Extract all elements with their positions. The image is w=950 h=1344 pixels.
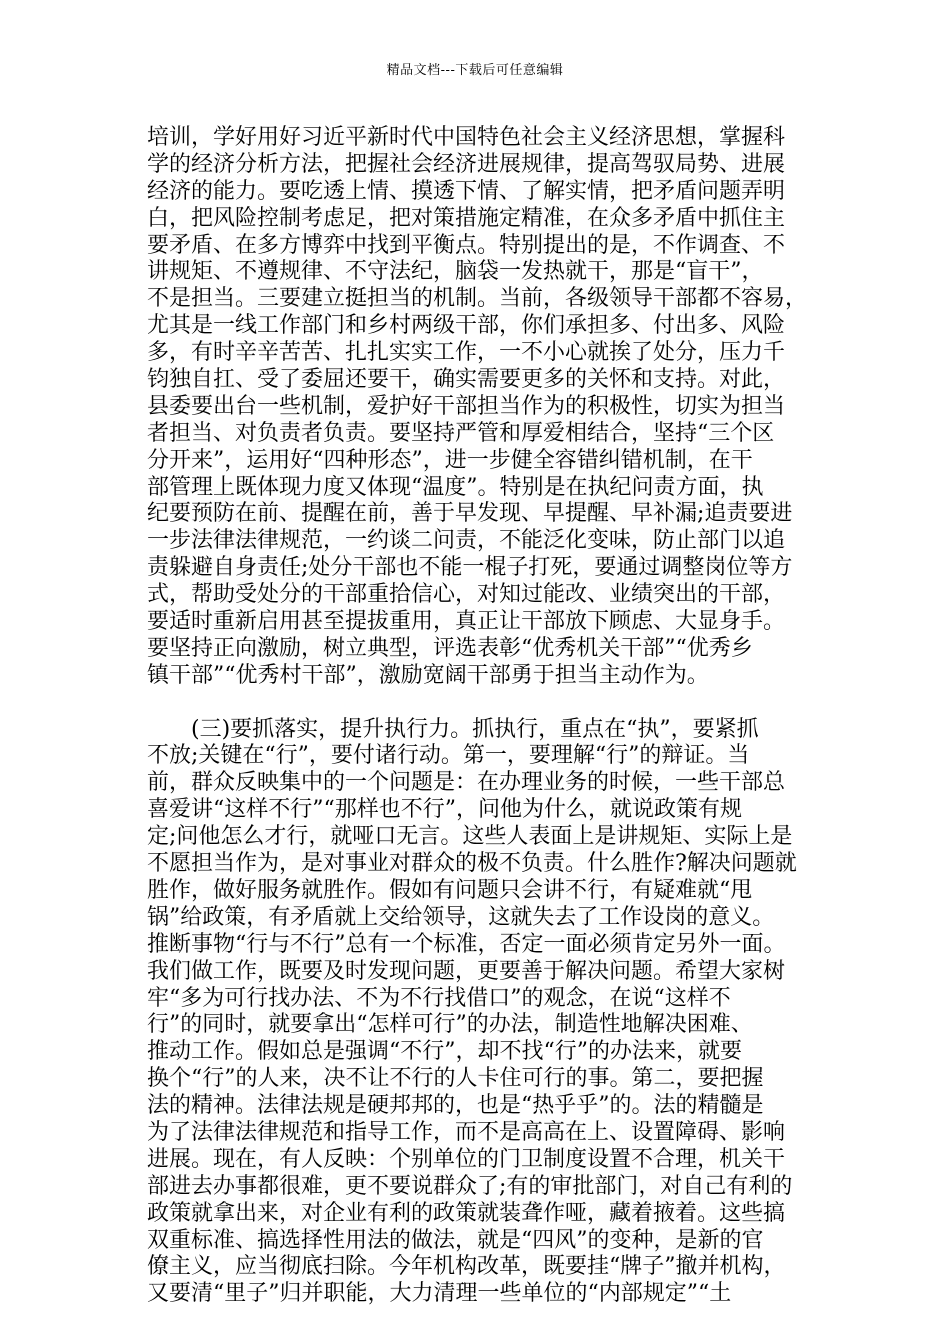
text-line: 不放;关键在“行”，要付诸行动。第一，要理解“行”的辩证。当 [147,743,750,769]
text-line: 我们做工作，既要及时发现问题，更要善于解决问题。希望大家树 [147,958,786,984]
text-line: 学的经济分析方法，把握社会经济进展规律，提高驾驭局势、进展 [147,151,786,177]
text-line: 换个“行”的人来，决不让不行的人卡住可行的事。第二，要把握 [147,1066,764,1092]
text-line: 要适时重新启用甚至提拔重用，真正让干部放下顾虑、大显身手。 [147,609,786,635]
text-line: 纪要预防在前、提醒在前，善于早发现、早提醒、早补漏;追责要进 [147,501,793,527]
text-line: 进展。现在，有人反映：个别单位的门卫制度设置不合理，机关干 [147,1146,786,1172]
text-line: 式，帮助受处分的干部重拾信心，对知过能改、业绩突出的干部， [147,582,786,608]
paragraph-spacer [147,690,807,717]
text-line: 要矛盾、在多方博弈中找到平衡点。特别提出的是，不作调查、不 [147,232,786,258]
text-line: 为了法律法律规范和指导工作，而不是高高在上、设置障碍、影响 [147,1119,786,1145]
text-line: 钧独自扛、受了委屈还要干，确实需要更多的关怀和支持。对此， [147,367,786,393]
text-line: 行”的同时，就要拿出“怎样可行”的办法，制造性地解决困难、 [147,1012,753,1038]
text-line: 僚主义，应当彻底扫除。今年机构改革，既要挂“牌子”撤并机构， [147,1254,786,1280]
text-line: 牢“多为可行找办法、不为不行找借口”的观念，在说“这样不 [147,985,731,1011]
text-line: 部进去办事都很难，更不要说群众了;有的审批部门，对自己有利的 [147,1173,793,1199]
text-line: 不愿担当作为，是对事业对群众的极不负责。什么胜作?解决问题就 [147,851,797,877]
paragraph-2 [147,717,807,1309]
text-line: 喜爱讲“这样不行”“那样也不行”，问他为什么，就说政策有规 [147,797,742,823]
text-line: 责躲避自身责任;处分干部也不能一棍子打死，要通过调整岗位等方 [147,555,793,581]
text-line: 推动工作。假如总是强调“不行”，却不找“行”的办法来，就要 [147,1039,742,1065]
text-line: 经济的能力。要吃透上情、摸透下情、了解实情，把矛盾问题弄明 [147,178,786,204]
text-line: 部管理上既体现力度又体现“温度”。特别是在执纪问责方面，执 [147,474,764,500]
text-line: 锅”给政策，有矛盾就上交给领导，这就失去了工作设岗的意义。 [147,904,775,930]
text-line: 不是担当。三要建立挺担当的机制。当前，各级领导干部都不容易， [147,286,808,312]
paragraph-1 [147,125,807,690]
text-line: 尤其是一线工作部门和乡村两级干部，你们承担多、付出多、风险 [147,313,786,339]
text-line: 县委要出台一些机制，爱护好干部担当作为的积极性，切实为担当 [147,393,786,419]
text-line: 要坚持正向激励，树立典型，评选表彰“优秀机关干部”“优秀乡 [147,635,753,661]
text-line: 法的精神。法律法规是硬邦邦的，也是“热乎乎”的。法的精髓是 [147,1093,764,1119]
text-line: 一步法律法律规范，一约谈二问责，不能泛化变味，防止部门以追 [147,528,786,554]
text-line: 白，把风险控制考虑足，把对策措施定精准，在众多矛盾中抓住主 [147,205,786,231]
text-line: 镇干部”“优秀村干部”，激励宽阔干部勇于担当主动作为。 [147,662,709,688]
page-header: 精品文档---下载后可任意编辑 [386,63,564,78]
text-line: 政策就拿出来，对企业有利的政策就装聋作哑，藏着掖着。这些搞 [147,1200,786,1226]
text-line: 者担当、对负责者负责。要坚持严管和厚爱相结合，坚持“三个区 [147,420,775,446]
text-line: 讲规矩、不遵规律、不守法纪，脑袋一发热就干，那是“盲干”， [147,259,764,285]
text-line: 多，有时辛辛苦苦、扎扎实实工作，一不小心就挨了处分，压力千 [147,340,786,366]
text-line: 胜作，做好服务就胜作。假如有问题只会讲不行，有疑难就“甩 [147,877,753,903]
text-line: 培训，学好用好习近平新时代中国特色社会主义经济思想，掌握科 [147,125,786,150]
text-line: 双重标准、搞选择性用法的做法，就是“四风”的变种，是新的官 [147,1227,764,1253]
text-line: 推断事物“行与不行”总有一个标准，否定一面必须肯定另外一面。 [147,931,786,957]
text-line: 又要清“里子”归并职能，大力清理一些单位的“内部规定”“土 [147,1281,732,1307]
text-line: (三)要抓落实，提升执行力。抓执行，重点在“执”，要紧抓 [147,716,759,742]
text-line: 分开来”，运用好“四种形态”，进一步健全容错纠错机制，在干 [147,447,753,473]
text-line: 定;问他怎么才行，就哑口无言。这些人表面上是讲规矩、实际上是 [147,824,793,850]
document-body [147,125,807,1308]
text-line: 前，群众反映集中的一个问题是：在办理业务的时候，一些干部总 [147,770,786,796]
